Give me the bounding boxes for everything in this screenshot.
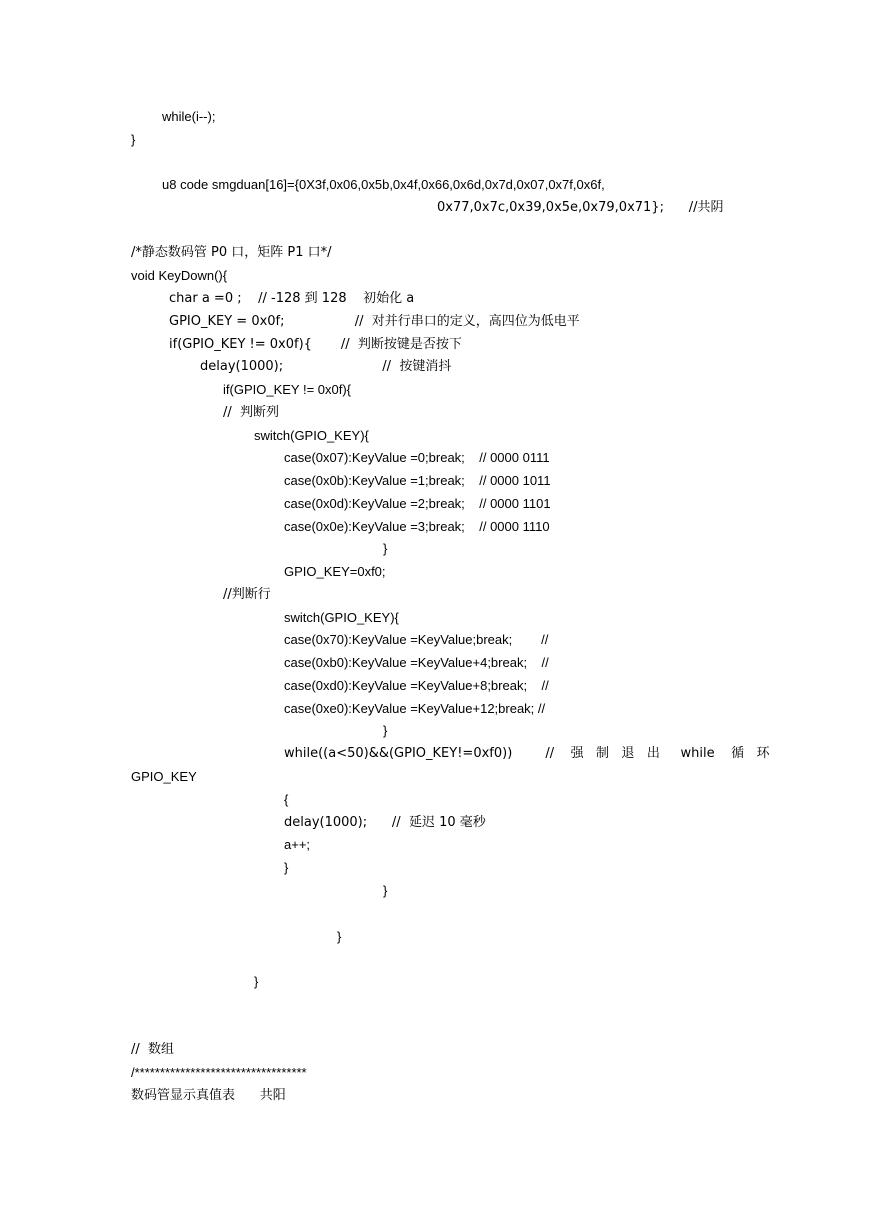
code-line-while-i: while(i--); (162, 109, 216, 124)
code-comment-header: /*静态数码管 P0 口，矩阵 P1 口*/ (131, 245, 332, 260)
code-line-switch-row: switch(GPIO_KEY){ (284, 610, 399, 625)
code-line-outer-if-close-brace: } (337, 929, 342, 944)
code-line-if-gpio-key: if(GPIO_KEY != 0x0f){ // 判断按键是否按下 (169, 337, 462, 352)
code-line-while-close-brace: } (284, 860, 289, 875)
code-line-while-loop-wrap: GPIO_KEY (131, 769, 197, 784)
code-line-smgduan-array-cont: 0x77,0x7c,0x39,0x5e,0x79,0x71}; //共阴 (437, 200, 724, 215)
code-line-delay-10ms: delay(1000); // 延迟 10 毫秒 (284, 815, 486, 830)
code-line-char-a: char a =0 ; // -128 到 128 初始化 a (169, 291, 415, 306)
code-line-case-70: case(0x70):KeyValue =KeyValue;break; // (284, 632, 549, 647)
code-line-a-increment: a++; (284, 837, 311, 852)
code-comment-array: // 数组 (131, 1042, 175, 1057)
code-line-close-brace: } (131, 132, 136, 147)
code-line-case-0b: case(0x0b):KeyValue =1;break; // 0000 1011 (284, 473, 551, 488)
code-line-case-0e: case(0x0e):KeyValue =3;break; // 0000 1110 (284, 519, 550, 534)
code-line-switch-row-close: } (383, 723, 388, 738)
code-line-case-d0: case(0xd0):KeyValue =KeyValue+8;break; // (284, 678, 549, 693)
code-comment-judge-column: // 判断列 (223, 405, 280, 420)
code-line-inner-if-close-brace: } (383, 883, 388, 898)
code-line-if-gpio-key-inner: if(GPIO_KEY != 0x0f){ (223, 382, 352, 397)
code-line-while-open-brace: { (284, 792, 289, 807)
code-line-gpio-key-assign: GPIO_KEY = 0x0f; // 对并行串口的定义，高四位为低电平 (169, 314, 580, 329)
code-line-gpio-key-f0: GPIO_KEY=0xf0; (284, 564, 386, 579)
code-line-smgduan-array: u8 code smgduan[16]={0X3f,0x06,0x5b,0x4f,0x66,0x6d,0x7d,0x07,0x7f,0x6f, (162, 177, 605, 192)
code-line-case-e0: case(0xe0):KeyValue =KeyValue+12;break; // (284, 701, 546, 716)
code-line-case-b0: case(0xb0):KeyValue =KeyValue+4;break; // (284, 655, 549, 670)
code-comment-judge-row: //判断行 (223, 587, 271, 602)
code-line-case-07: case(0x07):KeyValue =0;break; // 0000 0111 (284, 450, 550, 465)
text-truth-table-title: 数码管显示真值表 共阳 (131, 1088, 286, 1103)
code-line-case-0d: case(0x0d):KeyValue =2;break; // 0000 1101 (284, 496, 551, 511)
code-line-keydown-decl: void KeyDown(){ (131, 268, 228, 283)
code-line-switch-column-close: } (383, 541, 388, 556)
code-comment-stars: /********************************** (131, 1065, 307, 1080)
code-line-while-loop: while((a<50)&&(GPIO_KEY!=0xf0)) // 强 制 退 出 while 循 环 (284, 746, 770, 761)
code-line-function-close-brace: } (254, 974, 259, 989)
code-line-switch-column: switch(GPIO_KEY){ (254, 428, 369, 443)
code-line-delay-debounce: delay(1000); // 按键消抖 (200, 359, 452, 374)
